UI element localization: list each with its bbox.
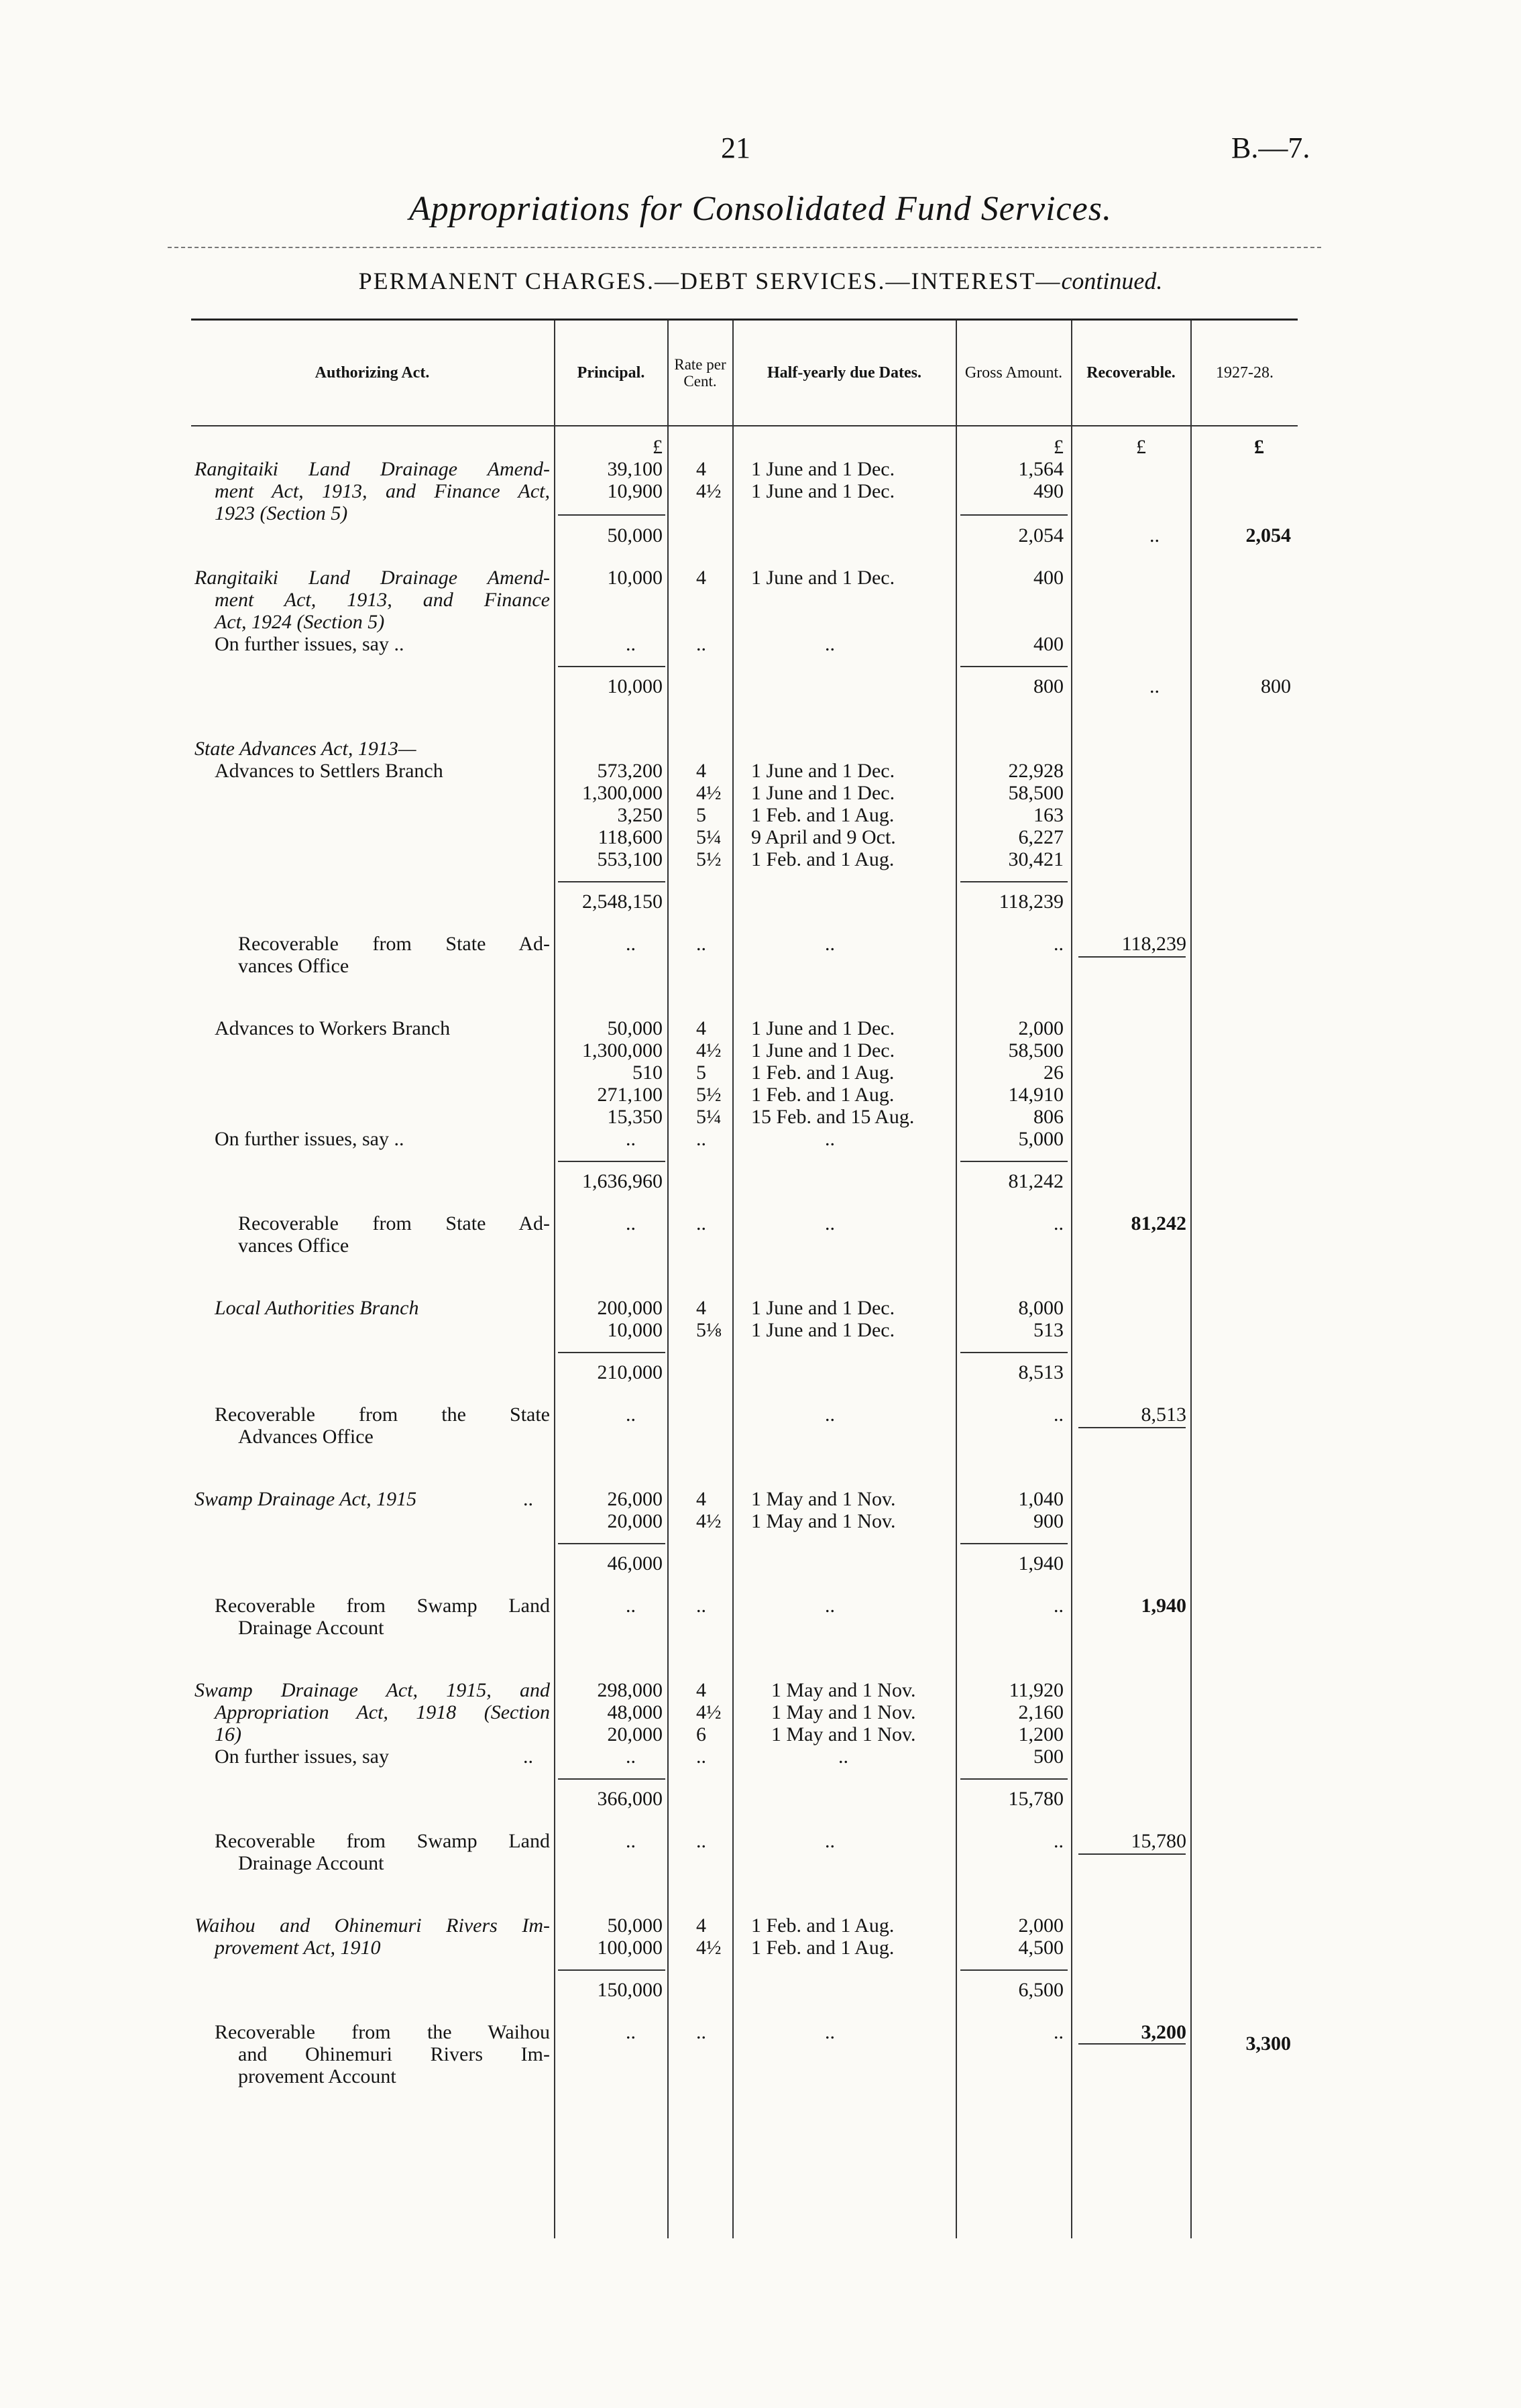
table-row: 1,300,000 4½ 1 June and 1 Dec. 58,500 (582, 1039, 1064, 1062)
currency-symbol: £ (1054, 436, 1064, 458)
currency-symbol: £ (1254, 436, 1264, 458)
table-row: Swamp Drainage Act, 1915, and 298,000 4 1 May and 1 Nov. 11,920 (194, 1679, 1064, 1701)
recoverable-row: Recoverable from the State .. .. .. 8,513 (215, 1403, 1186, 1426)
sum-rule (558, 1778, 665, 1780)
header-dates: Half-yearly due Dates. (767, 363, 921, 382)
table-row: 553,100 5½ 1 Feb. and 1 Aug. 30,421 (597, 848, 1064, 870)
recoverable-row: Advances Office (0, 1426, 1521, 1448)
table-row: 1923 (Section 5) (0, 502, 1521, 524)
table-row: 16) 20,000 6 1 May and 1 Nov. 1,200 (215, 1723, 1064, 1745)
header-bottom-rule (191, 425, 1298, 426)
table-row: Rangitaiki Land Drainage Amend- 10,000 4 1 June and 1 Dec. 400 (194, 567, 1064, 589)
header-year: 1927-28. (1216, 363, 1274, 382)
sum-rule (960, 881, 1068, 882)
header-authorizing-act: Authorizing Act. (315, 363, 430, 382)
table-row: 118,600 5¼ 9 April and 9 Oct. 6,227 (598, 826, 1064, 848)
sum-rule (960, 1352, 1068, 1353)
sum-rule (1078, 1427, 1186, 1428)
table-row: 1,300,000 4½ 1 June and 1 Dec. 58,500 (582, 782, 1064, 804)
recoverable-row: Recoverable from Swamp Land .. .. .. .. 15,780 (215, 1830, 1186, 1852)
sum-rule (960, 514, 1068, 516)
sum-rule (1078, 1853, 1186, 1855)
table-row: Appropriation Act, 1918 (Section 48,000 4½ 1 May and 1 Nov. 2,160 (215, 1701, 1064, 1723)
total-row: 50,000 2,054 .. 2,054 (607, 524, 1291, 547)
total-row: 46,000 1,940 (607, 1552, 1064, 1574)
sum-rule (1078, 956, 1186, 958)
sum-rule (558, 881, 665, 882)
recoverable-row: Recoverable from Swamp Land .. .. .. .. 1,940 (215, 1595, 1186, 1617)
table-row: On further issues, say .. .. .. .. 400 (215, 633, 1064, 655)
table-body (0, 436, 1521, 2087)
sum-rule (960, 666, 1068, 667)
table-row: 15,350 5¼ 15 Feb. and 15 Aug. 806 (607, 1106, 1064, 1128)
document-reference: B.—7. (1231, 131, 1310, 164)
table-row: On further issues, say .. .. .. .. 500 (215, 1745, 1064, 1768)
table-row: Local Authorities Branch 200,000 4 1 June and 1 Dec. 8,000 (215, 1297, 1064, 1319)
table-row: State Advances Act, 1913— (194, 738, 416, 760)
header-principal: Principal. (577, 363, 645, 382)
table-row: Advances to Settlers Branch 573,200 4 1 June and 1 Dec. 22,928 (215, 760, 1064, 782)
sum-rule (558, 1969, 665, 1971)
recoverable-row: vances Office (0, 955, 1521, 977)
total-row: 210,000 8,513 (597, 1361, 1064, 1383)
recoverable-row: Drainage Account (238, 1617, 384, 1639)
table-row: Waihou and Ohinemuri Rivers Im- 50,000 4 1 Feb. and 1 Aug. 2,000 (194, 1914, 1064, 1937)
currency-symbol: £ (653, 436, 663, 458)
currency-row (0, 436, 1521, 458)
total-row: 10,000 800 .. 800 (607, 675, 1291, 697)
table-row: Advances to Workers Branch 50,000 4 1 June and 1 Dec. 2,000 (215, 1017, 1064, 1039)
recoverable-row: and Ohinemuri Rivers Im- 3,300 (238, 2032, 1291, 2065)
table-row: 10,000 5⅛ 1 June and 1 Dec. 513 (607, 1319, 1064, 1341)
table-row: ment Act, 1913, and Finance Act, 10,900 4½ 1 June and 1 Dec. 490 (215, 480, 1064, 502)
table-row: ment Act, 1913, and Finance (215, 589, 550, 611)
sum-rule (558, 514, 665, 516)
recoverable-row: vances Office (238, 1235, 349, 1257)
sum-rule (558, 1352, 665, 1353)
sum-rule (960, 1969, 1068, 1971)
table-row: Act, 1924 (Section 5) (215, 611, 385, 633)
page-title: Appropriations for Consolidated Fund Services. (409, 190, 1112, 228)
table-row: On further issues, say .. .. .. .. 5,000 (215, 1128, 1064, 1150)
table-row: Rangitaiki Land Drainage Amend- 39,100 4 1 June and 1 Dec. 1,564 (194, 458, 1064, 480)
sum-rule (960, 1778, 1068, 1780)
total-row: 2,548,150 118,239 (582, 891, 1064, 913)
table-subheading: PERMANENT CHARGES.—DEBT SERVICES.—INTEREST—continued. (358, 268, 1163, 294)
recoverable-row: provement Account (238, 2065, 396, 2087)
title-divider (168, 247, 1321, 248)
header-recoverable: Recoverable. (1086, 363, 1176, 382)
recoverable-row: Recoverable from the Waihou .. .. .. .. 3,200 (215, 2021, 1186, 2043)
currency-symbol: £ (1136, 436, 1146, 458)
recoverable-row: Recoverable from State Ad- .. .. .. .. 118,239 (238, 933, 1186, 955)
table-row: provement Act, 1910 100,000 4½ 1 Feb. and 1 Aug. 4,500 (215, 1937, 1064, 1959)
total-row: 366,000 15,780 (597, 1788, 1064, 1810)
total-row: 150,000 6,500 (597, 1979, 1064, 2001)
table-row: 510 5 1 Feb. and 1 Aug. 26 (632, 1062, 1064, 1084)
table-row: 3,250 5 1 Feb. and 1 Aug. 163 (617, 804, 1064, 826)
table-row: 20,000 4½ 1 May and 1 Nov. 900 (607, 1510, 1064, 1532)
sum-rule (558, 1161, 665, 1162)
sum-rule (960, 1543, 1068, 1544)
sum-rule (960, 1161, 1068, 1162)
recoverable-row: Recoverable from State Ad- .. .. .. .. 81,242 (238, 1212, 1186, 1235)
recoverable-row: Drainage Account (0, 1852, 1521, 1874)
sum-rule (1078, 2043, 1186, 2045)
page-number: 21 (721, 131, 750, 164)
total-row: 1,636,960 81,242 (582, 1170, 1064, 1192)
table-row: 271,100 5½ 1 Feb. and 1 Aug. 14,910 (597, 1084, 1064, 1106)
table-row: Swamp Drainage Act, 1915 .. 26,000 4 1 May and 1 Nov. 1,040 (194, 1488, 1064, 1510)
header-gross: Gross Amount. (964, 363, 1063, 382)
sum-rule (558, 666, 665, 667)
sum-rule (558, 1543, 665, 1544)
header-rate: Rate per Cent. (674, 355, 726, 390)
